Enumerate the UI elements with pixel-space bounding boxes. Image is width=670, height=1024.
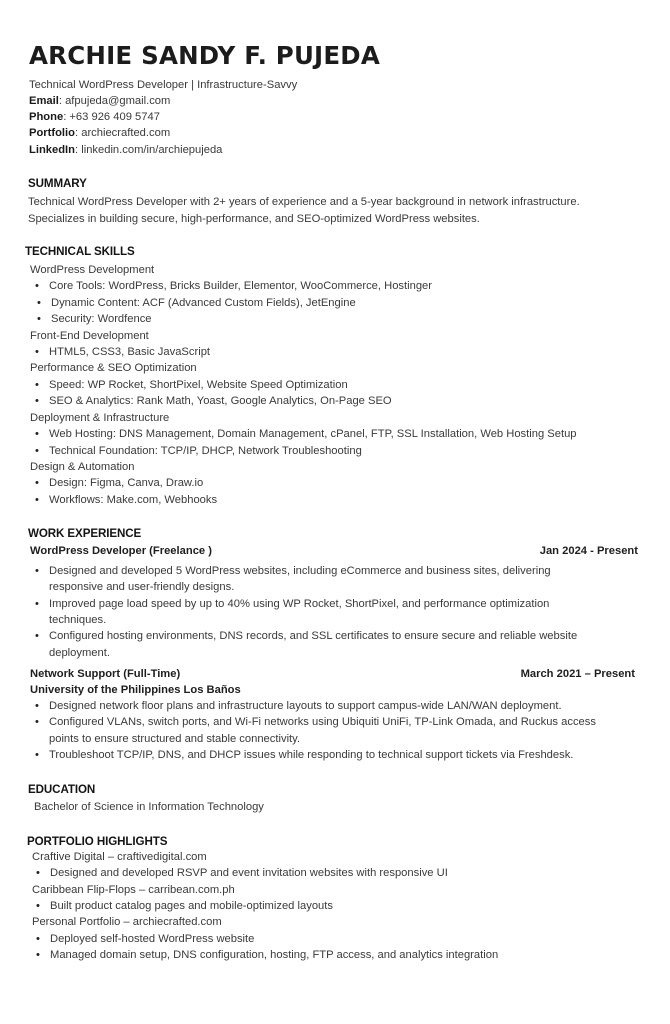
contact-value[interactable]: : linkedin.com/in/archiepujeda	[75, 144, 223, 156]
job-organization: University of the Philippines Los Baños	[30, 684, 241, 696]
project-title: Personal Portfolio – archiecrafted.com	[32, 916, 222, 928]
contact-email	[29, 93, 170, 109]
skill-group-title: WordPress Development	[30, 264, 155, 276]
education-degree: Bachelor of Science in Information Technology	[34, 801, 264, 813]
summary-line: Specializes in building secure, high-performance, and SEO-optimized WordPress websites.	[28, 213, 480, 225]
job-bullet: • Configured VLANs, switch ports, and Wi-Fi networks using Ubiquiti UniFi, TP-Link Omada, and Ruckus access	[49, 716, 596, 728]
contact-value[interactable]: : afpujeda@gmail.com	[58, 95, 171, 107]
experience-heading: WORK EXPERIENCE	[28, 527, 142, 540]
candidate-name: ARCHIE SANDY F. PUJEDA	[29, 41, 381, 70]
contact-phone	[29, 109, 160, 125]
project-item: • Deployed self-hosted WordPress website	[50, 933, 254, 945]
project-title: Caribbean Flip-Flops – carribean.com.ph	[32, 884, 235, 896]
contact-linkedin	[29, 142, 222, 158]
skill-item: • Workflows: Make.com, Webhooks	[49, 494, 217, 506]
job-bullet-cont: responsive and user-friendly designs.	[49, 581, 235, 593]
skill-item: • HTML5, CSS3, Basic JavaScript	[49, 346, 210, 358]
project-item: • Designed and developed RSVP and event invitation websites with responsive UI	[50, 867, 448, 879]
job-dates: Jan 2024 - Present	[539, 545, 638, 557]
skill-item: • Core Tools: WordPress, Bricks Builder, Elementor, WooCommerce, Hostinger	[49, 280, 432, 292]
skill-item: • Design: Figma, Canva, Draw.io	[49, 477, 203, 489]
job-bullet-cont: points to ensure structured and stable connectivity.	[49, 733, 301, 745]
project-title: Craftive Digital – craftivedigital.com	[32, 851, 207, 863]
job-bullet: • Improved page load speed by up to 40% using WP Rocket, ShortPixel, and performance optimization	[49, 598, 549, 610]
skill-item: • Dynamic Content: ACF (Advanced Custom Fields), JetEngine	[51, 297, 356, 309]
job-bullet: • Designed and developed 5 WordPress websites, including eCommerce and business sites, delivering	[49, 565, 551, 577]
education-heading: EDUCATION	[28, 783, 96, 796]
job-bullet-cont: deployment.	[49, 647, 110, 659]
job-dates: March 2021 – Present	[520, 668, 635, 680]
job-title: Network Support (Full-Time)	[30, 668, 181, 680]
skill-group-title: Performance & SEO Optimization	[30, 362, 197, 374]
summary-line: Technical WordPress Developer with 2+ years of experience and a 5-year background in network infrastructure.	[28, 196, 580, 208]
skill-item: • Security: Wordfence	[51, 313, 152, 325]
contact-portfolio	[29, 125, 170, 141]
contact-value[interactable]: : +63 926 409 5747	[63, 111, 160, 123]
skill-item: • Web Hosting: DNS Management, Domain Management, cPanel, FTP, SSL Installation, Web Hosting Setup	[49, 428, 577, 440]
project-item: • Managed domain setup, DNS configuration, hosting, FTP access, and analytics integration	[50, 949, 498, 961]
job-title: WordPress Developer (Freelance )	[30, 545, 212, 557]
contact-label: Email	[29, 95, 59, 107]
contact-label: LinkedIn	[29, 144, 75, 156]
job-bullet: • Designed network floor plans and infrastructure layouts to support campus-wide LAN/WAN deployment.	[49, 700, 562, 712]
skill-group-title: Front-End Development	[30, 330, 149, 342]
skill-item: • Technical Foundation: TCP/IP, DHCP, Network Troubleshooting	[49, 445, 362, 457]
contact-value[interactable]: : archiecrafted.com	[75, 127, 171, 139]
job-bullet-cont: techniques.	[49, 614, 107, 626]
skill-group-title: Deployment & Infrastructure	[30, 412, 170, 424]
tagline: Technical WordPress Developer | Infrastructure-Savvy	[29, 79, 298, 91]
job-bullet: • Troubleshoot TCP/IP, DNS, and DHCP issues while responding to technical support tickets via Freshdesk.	[49, 749, 573, 761]
contact-label: Portfolio	[29, 127, 75, 139]
skill-item: • Speed: WP Rocket, ShortPixel, Website Speed Optimization	[49, 379, 348, 391]
job-bullet: • Configured hosting environments, DNS records, and SSL certificates to ensure secure and reliable website	[49, 630, 577, 642]
contact-label: Phone	[29, 111, 64, 123]
skills-heading: TECHNICAL SKILLS	[25, 245, 135, 258]
project-item: • Built product catalog pages and mobile-optimized layouts	[50, 900, 333, 912]
skill-item: • SEO & Analytics: Rank Math, Yoast, Google Analytics, On-Page SEO	[49, 395, 392, 407]
portfolio-heading: PORTFOLIO HIGHLIGHTS	[27, 835, 168, 848]
summary-heading: SUMMARY	[28, 177, 87, 190]
skill-group-title: Design & Automation	[30, 461, 135, 473]
